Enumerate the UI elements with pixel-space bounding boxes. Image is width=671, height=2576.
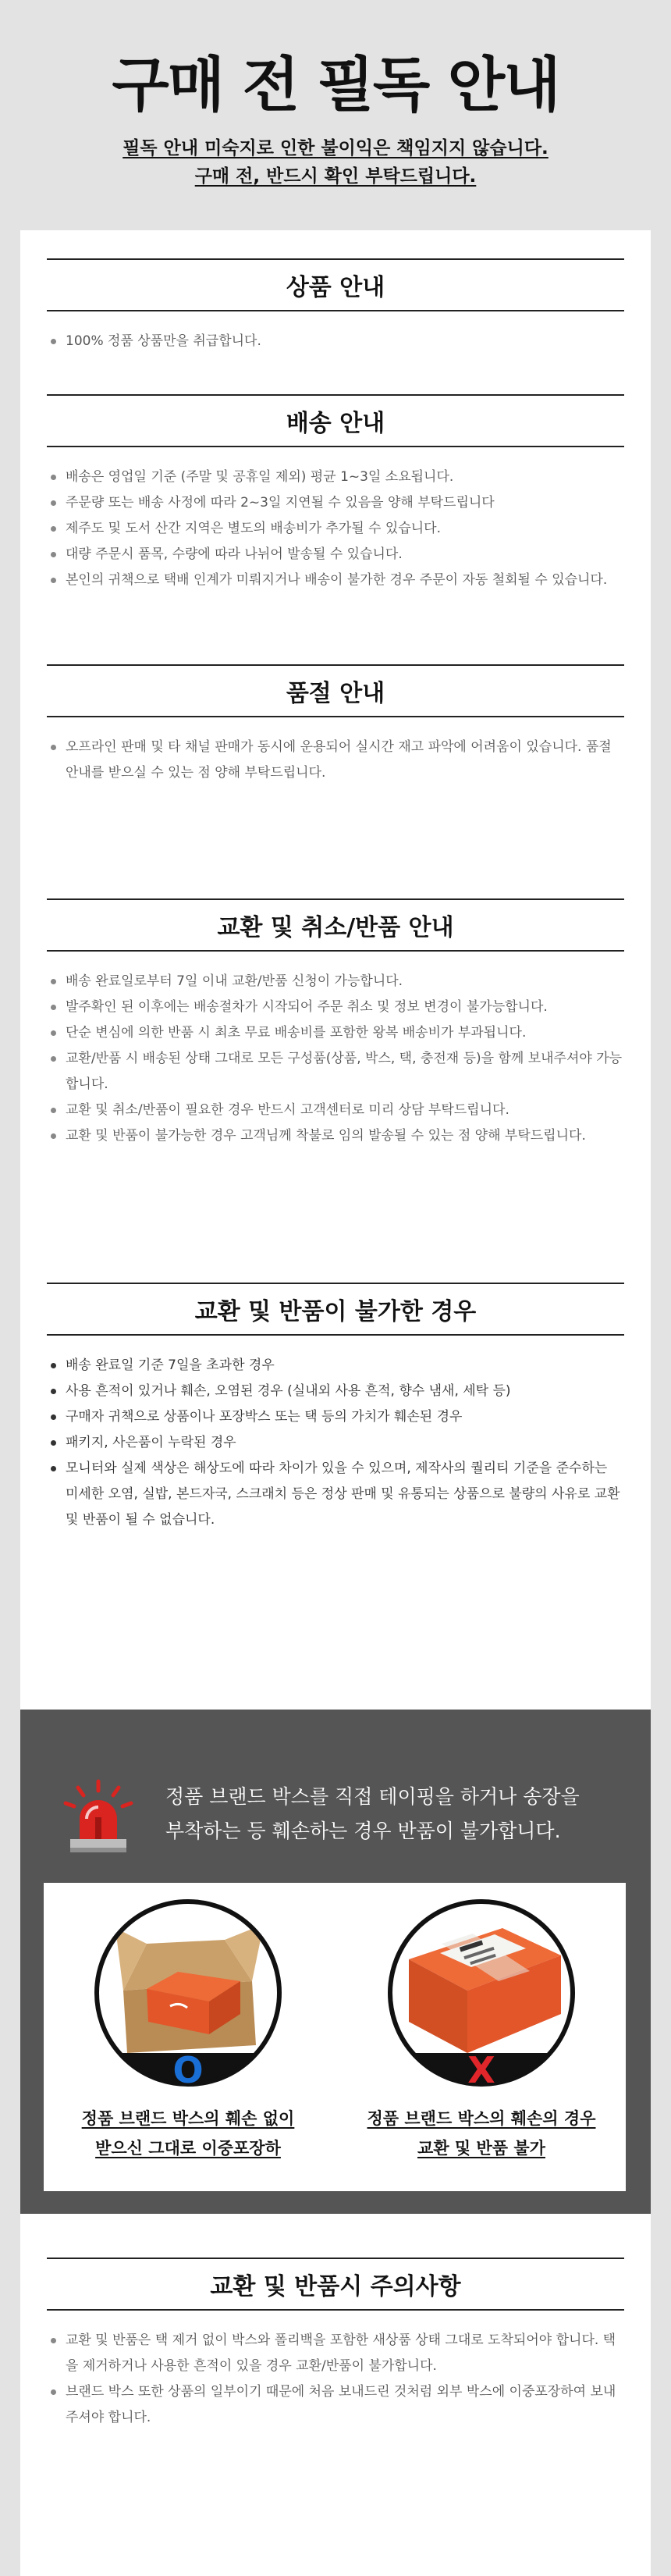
list-item: 오프라인 판매 및 타 채널 판매가 동시에 운용되어 실시간 재고 파악에 어려움이 있습니다. 품절 안내를 받으실 수 있는 점 양해 부탁드립니다. xyxy=(47,735,624,786)
notice-line-1: 필독 안내 미숙지로 인한 불이익은 책임지지 않습니다. xyxy=(122,138,549,158)
info-card xyxy=(20,230,651,1710)
intact-box-image xyxy=(92,1897,284,2089)
item-list xyxy=(47,735,624,786)
section-soldout xyxy=(47,664,624,786)
section-exchange xyxy=(47,898,624,1149)
section-delivery xyxy=(47,394,624,593)
x-mark: X xyxy=(467,2049,495,2089)
example-bad xyxy=(353,1897,610,2178)
warning-line-1: 정품 브랜드 박스를 직접 테이핑을 하거나 송장을 xyxy=(165,1785,580,1808)
item-list xyxy=(47,1353,624,1533)
item-list xyxy=(47,969,624,1149)
section-title: 품절 안내 xyxy=(47,664,624,717)
list-item: 대량 주문시 품목, 수량에 따라 나뉘어 발송될 수 있습니다. xyxy=(47,542,624,568)
example-ok xyxy=(59,1897,317,2178)
list-item: 교환 및 반품이 불가능한 경우 고객님께 착불로 임의 발송될 수 있는 점 양해 부탁드립니다. xyxy=(47,1123,624,1149)
list-item: 교환 및 반품은 택 제거 없이 박스와 폴리백을 포함한 새상품 상태 그대로 도착되어야 합니다. 택을 제거하거나 사용한 흔적이 있을 경우 교환/반품이 불가합니다. xyxy=(47,2328,624,2379)
ok-label-line-2: 받으신 그대로 이중포장하 xyxy=(95,2139,281,2158)
section-not-allowed xyxy=(47,1283,624,1533)
list-item: 교환/반품 시 배송된 상태 그대로 모든 구성품(상품, 박스, 택, 충전재 등)을 함께 보내주셔야 가능합니다. xyxy=(47,1046,624,1098)
list-item: 주문량 또는 배송 사정에 따라 2~3일 지연될 수 있음을 양해 부탁드립니다 xyxy=(47,490,624,516)
section-title: 교환 및 반품시 주의사항 xyxy=(47,2258,624,2311)
list-item: 사용 흔적이 있거나 훼손, 오염된 경우 (실내외 사용 흔적, 향수 냄새, 세탁 등) xyxy=(47,1379,624,1404)
damaged-box-image xyxy=(385,1897,577,2089)
warning-text xyxy=(165,1780,626,1848)
ok-mark: O xyxy=(172,2049,204,2089)
examples-box xyxy=(44,1883,626,2191)
section-caution xyxy=(47,2258,624,2431)
section-title: 상품 안내 xyxy=(47,258,624,311)
item-list xyxy=(47,464,624,593)
list-item: 단순 변심에 의한 반품 시 최초 무료 배송비를 포함한 왕복 배송비가 부과됩니다. xyxy=(47,1020,624,1046)
section-product xyxy=(47,258,624,354)
caution-card xyxy=(20,2214,651,2576)
list-item: 배송 완료일로부터 7일 이내 교환/반품 신청이 가능합니다. xyxy=(47,969,624,994)
siren-icon xyxy=(61,1778,136,1856)
bad-label-line-2: 교환 및 반품 불가 xyxy=(417,2139,545,2158)
list-item: 제주도 및 도서 산간 지역은 별도의 배송비가 추가될 수 있습니다. xyxy=(47,516,624,542)
example-ok-label xyxy=(59,2104,317,2163)
list-item: 배송은 영업일 기준 (주말 및 공휴일 제외) 평균 1~3일 소요됩니다. xyxy=(47,464,624,490)
page-header xyxy=(0,0,671,230)
page-title: 구매 전 필독 안내 xyxy=(112,50,559,119)
list-item: 패키지, 사은품이 누락된 경우 xyxy=(47,1430,624,1456)
list-item: 모니터와 실제 색상은 해상도에 따라 차이가 있을 수 있으며, 제작사의 퀄리티 기준을 준수하는 미세한 오염, 실밥, 본드자국, 스크래치 등은 정상 판매 및 유통되는 상품으로 불량의 사유로 교환 및 반품이 될 수 없습니다. xyxy=(47,1456,624,1533)
list-item: 구매자 귀책으로 상품이나 포장박스 또는 택 등의 가치가 훼손된 경우 xyxy=(47,1404,624,1430)
section-title: 교환 및 취소/반품 안내 xyxy=(47,898,624,952)
list-item: 배송 완료일 기준 7일을 초과한 경우 xyxy=(47,1353,624,1379)
notice-line-2: 구매 전, 반드시 확인 부탁드립니다. xyxy=(194,166,477,187)
list-item: 100% 정품 상품만을 취급합니다. xyxy=(47,329,624,354)
ok-label-line-1: 정품 브랜드 박스의 훼손 없이 xyxy=(81,2109,295,2128)
list-item: 교환 및 취소/반품이 필요한 경우 반드시 고객센터로 미리 상담 부탁드립니다. xyxy=(47,1098,624,1123)
warning-panel xyxy=(20,1710,651,2214)
example-bad-label xyxy=(353,2104,610,2163)
list-item: 발주확인 된 이후에는 배송절차가 시작되어 주문 취소 및 정보 변경이 불가능합니다. xyxy=(47,994,624,1020)
list-item: 본인의 귀책으로 택배 인계가 미뤄지거나 배송이 불가한 경우 주문이 자동 철회될 수 있습니다. xyxy=(47,568,624,593)
item-list xyxy=(47,2328,624,2431)
section-title: 배송 안내 xyxy=(47,394,624,447)
warning-line-2: 부착하는 등 훼손하는 경우 반품이 불가합니다. xyxy=(165,1820,561,1842)
notice xyxy=(0,134,671,190)
list-item: 브랜드 박스 또한 상품의 일부이기 때문에 처음 보내드린 것처럼 외부 박스에 이중포장하여 보내주셔야 합니다. xyxy=(47,2379,624,2431)
section-title: 교환 및 반품이 불가한 경우 xyxy=(47,1283,624,1336)
bad-label-line-1: 정품 브랜드 박스의 훼손의 경우 xyxy=(367,2109,596,2128)
item-list xyxy=(47,329,624,354)
